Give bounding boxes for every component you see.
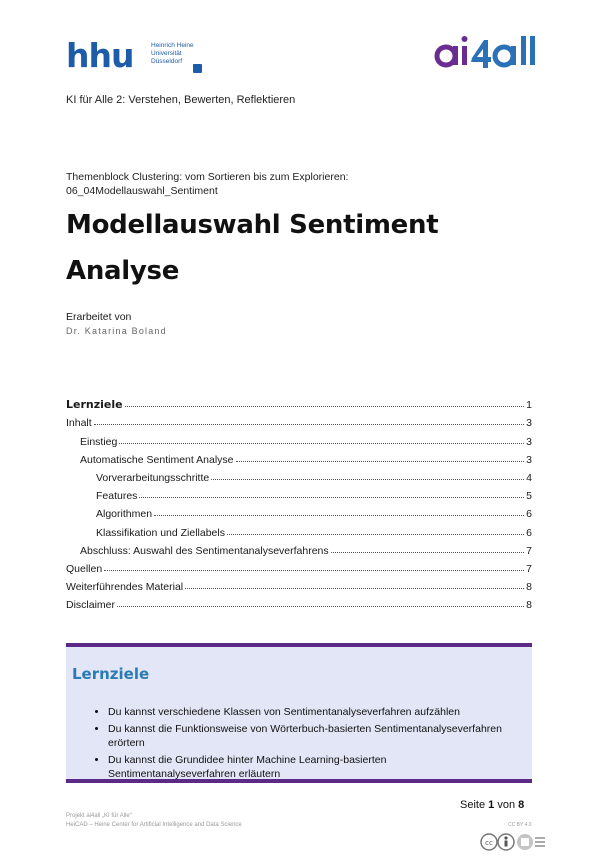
- toc-entry-title[interactable]: Weiterführendes Material: [66, 581, 184, 594]
- toc-entry[interactable]: [66, 520, 532, 538]
- page-title: Modellauswahl Sentiment Analyse: [66, 210, 439, 286]
- topic-block-line: Themenblock Clustering: vom Sortieren bis zum Explorieren:: [66, 171, 349, 183]
- toc-entry[interactable]: [66, 484, 532, 502]
- toc-leader: [154, 514, 524, 516]
- toc-entry-title[interactable]: Features: [96, 490, 138, 503]
- footer: [66, 812, 242, 830]
- toc-entry[interactable]: [66, 466, 532, 484]
- toc-leader: [211, 478, 524, 480]
- footer-center: HeiCAD – Heine Center for Artificial Intelligence and Data Science: [66, 822, 242, 828]
- learning-goal-item: • Du kannst die Grundidee hinter Machine Learning-basierten Sentimentanalyseverfahren erläutern: [108, 753, 508, 782]
- toc-entry-page: 8: [526, 581, 532, 594]
- hhu-sub-line: Universität: [151, 50, 182, 57]
- page-prefix: Seite: [460, 799, 489, 811]
- toc-entry-page: 8: [526, 599, 532, 612]
- author-block: [66, 310, 167, 338]
- learning-goal-item: • Du kannst die Funktionsweise von Wörterbuch-basierten Sentimentanalyseverfahren erörtern: [108, 722, 508, 751]
- toc-entry-page: 3: [526, 435, 532, 448]
- license-icons: [480, 828, 546, 852]
- course-title: KI für Alle 2: Verstehen, Bewerten, Reflektieren: [66, 94, 296, 106]
- learning-goals-box: [66, 643, 532, 783]
- hhu-subtitle: [151, 42, 194, 66]
- toc-leader: [117, 605, 524, 607]
- learning-goals-heading: Lernziele: [72, 665, 150, 683]
- author-name: Dr. Katarina Boland: [66, 326, 167, 336]
- toc-entry-page: 7: [526, 544, 532, 557]
- page-number: [460, 799, 524, 811]
- hhu-logo: [66, 36, 216, 76]
- toc-entry-page: 5: [526, 490, 532, 503]
- toc-entry-page: 1: [526, 399, 532, 412]
- toc-leader: [104, 569, 524, 571]
- svg-text:cc: cc: [485, 839, 493, 847]
- toc-leader: [227, 533, 524, 535]
- toc-entry-page: 6: [526, 526, 532, 539]
- hhu-wordmark: hhu: [66, 36, 134, 75]
- toc-entry-title[interactable]: Lernziele: [66, 398, 123, 412]
- toc-leader: [185, 587, 524, 589]
- toc-leader: [94, 423, 524, 425]
- author-label: Erarbeitet von: [66, 311, 132, 323]
- table-of-contents: [66, 393, 532, 611]
- page-mid: von: [494, 799, 519, 811]
- toc-entry-title[interactable]: Automatische Sentiment Analyse: [80, 453, 234, 466]
- toc-entry-title[interactable]: Einstieg: [80, 435, 118, 448]
- hhu-dot-icon: [193, 64, 202, 73]
- toc-leader: [331, 551, 525, 553]
- cc-icon: [481, 834, 497, 850]
- learning-goal-item: • Du kannst verschiedene Klassen von Sentimentanalyseverfahren aufzählen: [108, 705, 508, 720]
- page-total: 8: [518, 799, 525, 811]
- toc-entry[interactable]: [66, 411, 532, 429]
- toc-entry-title[interactable]: Algorithmen: [96, 508, 153, 521]
- toc-entry-page: 7: [526, 562, 532, 575]
- toc-entry-title[interactable]: Disclaimer: [66, 599, 116, 612]
- toc-entry[interactable]: [66, 502, 532, 520]
- footer-project: Projekt ai4all „KI für Alle“: [66, 813, 132, 819]
- learning-goals-list: [90, 705, 508, 784]
- toc-entry-title[interactable]: Abschluss: Auswahl des Sentimentanalyseverfahrens: [80, 544, 329, 557]
- toc-leader: [125, 405, 525, 407]
- toc-entry[interactable]: [66, 393, 532, 411]
- toc-entry-page: 4: [526, 471, 532, 484]
- by-icon: [498, 834, 514, 850]
- toc-entry-title[interactable]: Inhalt: [66, 417, 92, 430]
- toc-entry-page: 3: [526, 453, 532, 466]
- toc-entry[interactable]: [66, 557, 532, 575]
- hhu-sub-line: Düsseldorf: [151, 58, 183, 65]
- toc-leader: [236, 460, 525, 462]
- toc-entry-page: 3: [526, 417, 532, 430]
- license-label: CC BY 4.0: [508, 822, 532, 828]
- hhu-sub-line: Heinrich Heine: [151, 42, 194, 49]
- toc-entry[interactable]: [66, 539, 532, 557]
- page-current: 1: [488, 799, 495, 811]
- ai4all-logo: [434, 30, 546, 76]
- topic-block: [66, 170, 348, 198]
- toc-entry-title[interactable]: Klassifikation und Ziellabels: [96, 526, 225, 539]
- toc-entry-title[interactable]: Quellen: [66, 562, 103, 575]
- toc-entry[interactable]: [66, 575, 532, 593]
- toc-leader: [119, 442, 524, 444]
- toc-entry[interactable]: [66, 593, 532, 611]
- toc-leader: [139, 496, 524, 498]
- toc-entry-page: 6: [526, 508, 532, 521]
- toc-entry-title[interactable]: Vorverarbeitungsschritte: [96, 471, 210, 484]
- toc-entry[interactable]: [66, 429, 532, 447]
- document-id: 06_04Modellauswahl_Sentiment: [66, 185, 218, 197]
- oer-icon: [517, 834, 545, 850]
- toc-entry[interactable]: [66, 448, 532, 466]
